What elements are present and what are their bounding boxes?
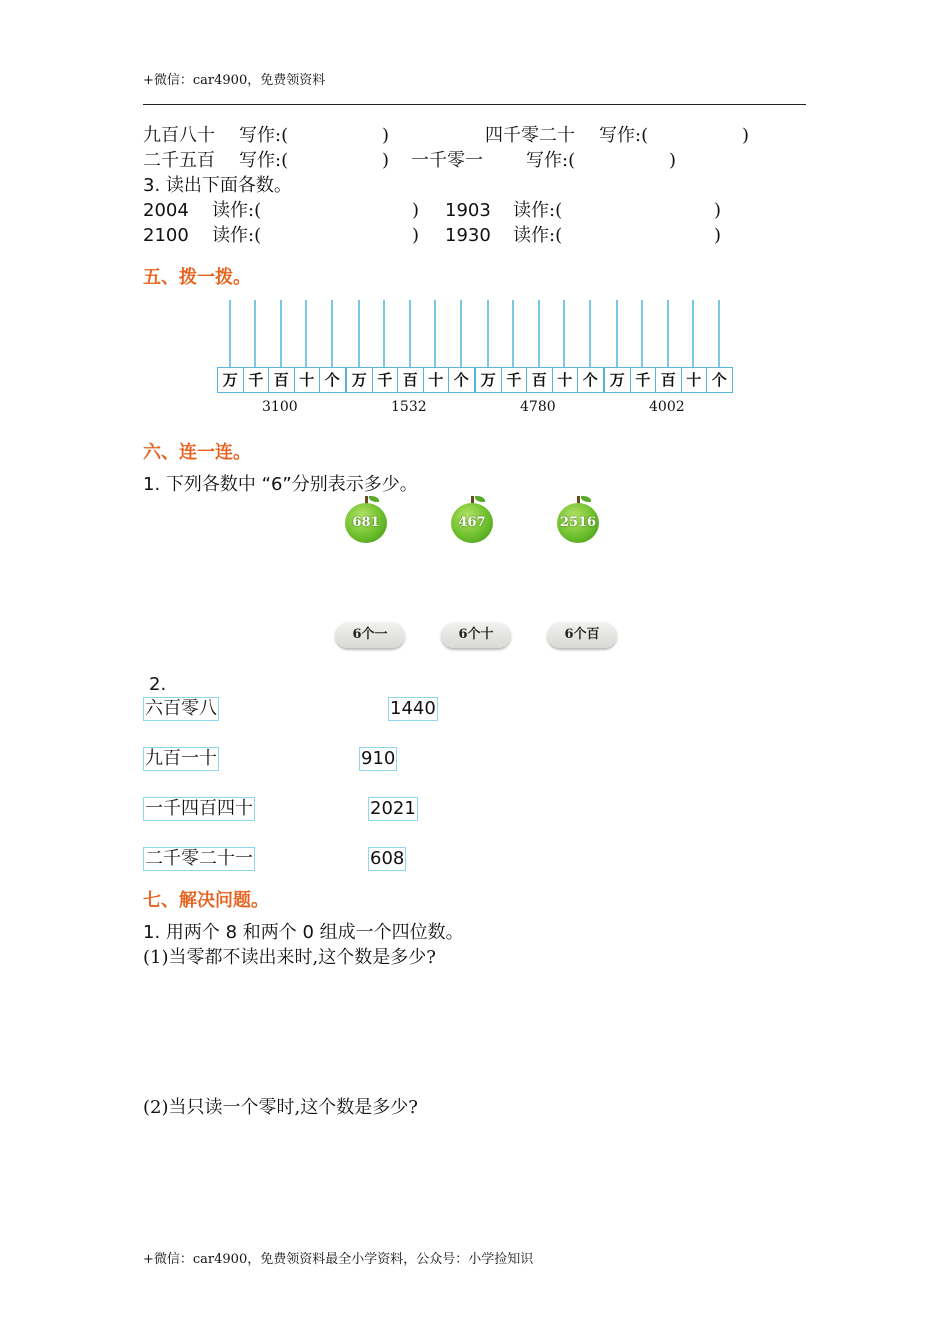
match-right-item[interactable]: 608 — [370, 848, 405, 869]
abacus-rod — [692, 300, 694, 368]
abacus-place-label: 万 — [604, 367, 631, 393]
read-prompt: 读作:( — [212, 200, 262, 221]
read-close: ) — [714, 200, 722, 221]
match-left-item[interactable]: 九百一十 — [145, 748, 217, 769]
abacus-place-label: 万 — [217, 367, 244, 393]
abacus-place-label: 万 — [346, 367, 373, 393]
sub-question: (2)当只读一个零时,这个数是多少? — [143, 1097, 418, 1118]
abacus-place-label: 十 — [423, 367, 450, 393]
read-prompt: 读作:( — [212, 225, 262, 246]
match-left-item[interactable]: 一千四百四十 — [145, 798, 253, 819]
abacus-rod — [641, 300, 643, 368]
write-label: 九百八十 — [143, 125, 215, 146]
abacus-rod — [718, 300, 720, 368]
section-heading: 六、连一连。 — [143, 442, 251, 463]
abacus-rod — [460, 300, 462, 368]
sub-question: (1)当零都不读出来时,这个数是多少? — [143, 947, 436, 968]
write-label: 一千零一 — [411, 150, 483, 171]
write-close: ) — [382, 125, 390, 146]
write-close: ) — [382, 150, 390, 171]
abacus-place-label: 十 — [294, 367, 321, 393]
read-close: ) — [412, 225, 420, 246]
abacus-number: 4002 — [649, 399, 685, 415]
match-right-item[interactable]: 910 — [361, 748, 396, 769]
abacus-rod — [487, 300, 489, 368]
abacus-rod — [409, 300, 411, 368]
abacus-rod — [616, 300, 618, 368]
page-header: +微信：car4900，免费领资料 — [143, 73, 326, 88]
apple-leaf — [581, 496, 591, 502]
read-number: 2100 — [143, 225, 189, 246]
abacus-place-label: 百 — [268, 367, 295, 393]
apple-2516[interactable]: 2516 — [557, 503, 599, 543]
read-close: ) — [412, 200, 420, 221]
abacus-rod — [383, 300, 385, 368]
abacus-place-label: 百 — [526, 367, 553, 393]
abacus-rod — [331, 300, 333, 368]
match-left-item[interactable]: 六百零八 — [145, 698, 217, 719]
abacus-number: 4780 — [520, 399, 556, 415]
abacus-rod — [305, 300, 307, 368]
abacus-rod — [434, 300, 436, 368]
apple-leaf — [369, 496, 379, 502]
abacus-place-label: 百 — [655, 367, 682, 393]
abacus-place-label: 个 — [448, 367, 475, 393]
read-number: 1903 — [445, 200, 491, 221]
page-footer: +微信：car4900，免费领资料最全小学资料，公众号：小学捡知识 — [143, 1252, 534, 1267]
question-text: 1. 用两个 8 和两个 0 组成一个四位数。 — [143, 922, 464, 943]
write-prompt: 写作:( — [599, 125, 649, 146]
write-prompt: 写作:( — [239, 150, 289, 171]
read-prompt: 读作:( — [513, 225, 563, 246]
read-number: 2004 — [143, 200, 189, 221]
abacus-place-label: 个 — [319, 367, 346, 393]
question-title: 3. 读出下面各数。 — [143, 175, 292, 196]
read-prompt: 读作:( — [513, 200, 563, 221]
abacus-place-label: 个 — [577, 367, 604, 393]
question-title: 2. — [149, 674, 167, 695]
abacus-rod — [512, 300, 514, 368]
abacus-place-label: 千 — [630, 367, 657, 393]
write-label: 二千五百 — [143, 150, 215, 171]
write-close: ) — [669, 150, 677, 171]
match-right-item[interactable]: 1440 — [390, 698, 436, 719]
abacus-rod — [563, 300, 565, 368]
write-prompt: 写作:( — [239, 125, 289, 146]
header-divider — [143, 104, 806, 105]
section-heading: 五、拨一拨。 — [143, 267, 251, 288]
match-right-item[interactable]: 2021 — [370, 798, 416, 819]
section-heading: 七、解决问题。 — [143, 890, 269, 911]
abacus-rod — [589, 300, 591, 368]
question-title: 1. 下列各数中 “6”分别表示多少。 — [143, 474, 418, 495]
abacus-number: 3100 — [262, 399, 298, 415]
abacus-rod — [229, 300, 231, 368]
abacus-number: 1532 — [391, 399, 427, 415]
match-left-item[interactable]: 二千零二十一 — [145, 848, 253, 869]
abacus-rod — [538, 300, 540, 368]
read-close: ) — [714, 225, 722, 246]
abacus-place-label: 千 — [243, 367, 270, 393]
pill-6-hundreds[interactable]: 6个百 — [547, 622, 617, 648]
pill-6-ones[interactable]: 6个一 — [335, 622, 405, 648]
abacus-place-label: 个 — [706, 367, 733, 393]
apple-681[interactable]: 681 — [345, 503, 387, 543]
read-number: 1930 — [445, 225, 491, 246]
pill-6-tens[interactable]: 6个十 — [441, 622, 511, 648]
abacus-place-label: 百 — [397, 367, 424, 393]
abacus-rod — [358, 300, 360, 368]
write-close: ) — [742, 125, 750, 146]
abacus-place-label: 千 — [501, 367, 528, 393]
abacus-rod — [280, 300, 282, 368]
abacus-place-label: 十 — [552, 367, 579, 393]
abacus-place-label: 十 — [681, 367, 708, 393]
abacus-rod — [254, 300, 256, 368]
abacus-place-label: 千 — [372, 367, 399, 393]
abacus-rod — [667, 300, 669, 368]
write-prompt: 写作:( — [526, 150, 576, 171]
apple-467[interactable]: 467 — [451, 503, 493, 543]
apple-leaf — [475, 496, 485, 502]
write-label: 四千零二十 — [485, 125, 575, 146]
abacus-place-label: 万 — [475, 367, 502, 393]
